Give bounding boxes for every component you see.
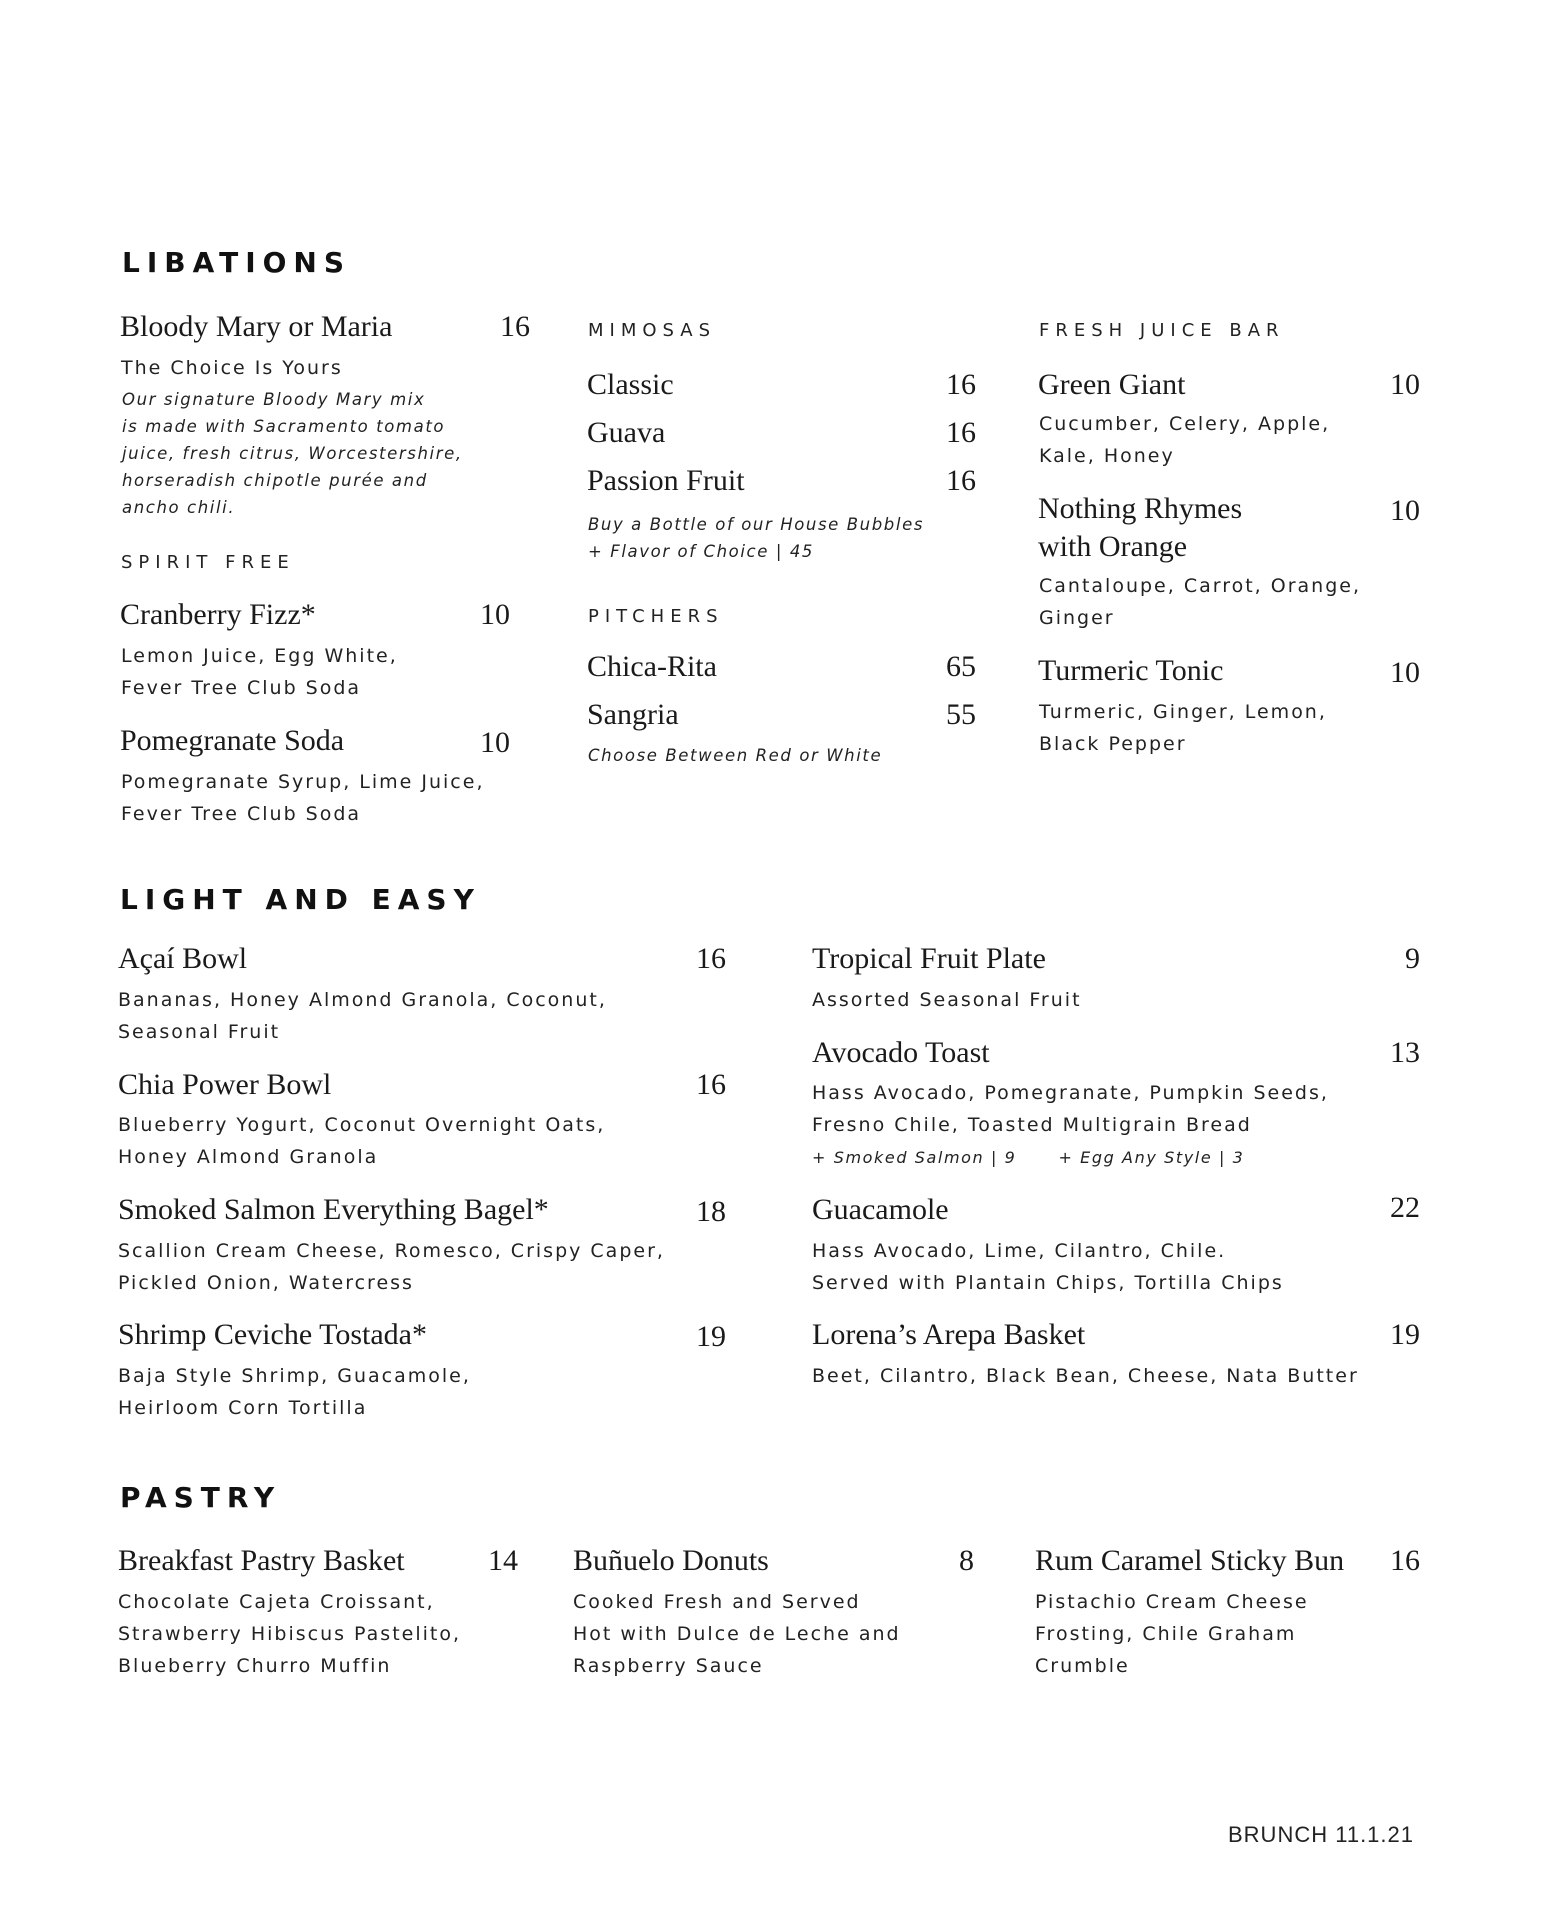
smoked-salmon-bagel-desc: Scallion Cream Cheese, Romesco, Crispy Caper, Pickled Onion, Watercress — [118, 1240, 665, 1294]
turmeric-tonic-desc: Turmeric, Ginger, Lemon, Black Pepper — [1039, 701, 1327, 755]
nothing-rhymes-price: 10 — [1390, 494, 1420, 527]
bunuelo-donuts-desc: Cooked Fresh and Served Hot with Dulce de Leche and Raspberry Sauce — [573, 1591, 901, 1677]
juice-bar-heading: FRESH JUICE BAR — [1039, 320, 1285, 341]
chica-rita-name: Chica-Rita — [587, 650, 717, 683]
mimosa-passion-fruit-price: 16 — [946, 464, 976, 497]
sangria-name: Sangria — [587, 698, 679, 731]
arepa-basket-name: Lorena’s Arepa Basket — [812, 1318, 1086, 1351]
pomegranate-soda-desc: Pomegranate Syrup, Lime Juice, Fever Tree Club Soda — [121, 771, 485, 825]
cranberry-fizz-desc: Lemon Juice, Egg White, Fever Tree Club Soda — [121, 645, 398, 699]
guacamole-name: Guacamole — [812, 1193, 949, 1226]
shrimp-ceviche-name: Shrimp Ceviche Tostada* — [118, 1318, 427, 1351]
nothing-rhymes-name: Nothing Rhymes with Orange — [1038, 492, 1243, 564]
bunuelo-donuts-price: 8 — [959, 1544, 974, 1577]
sangria-note: Choose Between Red or White — [588, 746, 883, 765]
chica-rita-price: 65 — [946, 650, 976, 683]
avocado-toast-addons: + Smoked Salmon | 9 + Egg Any Style | 3 — [812, 1148, 1245, 1167]
cranberry-fizz-price: 10 — [480, 598, 510, 631]
mimosa-classic-price: 16 — [946, 368, 976, 401]
sticky-bun-price: 16 — [1390, 1544, 1420, 1577]
pastry-basket-desc: Chocolate Cajeta Croissant, Strawberry Hibiscus Pastelito, Blueberry Churro Muffin — [118, 1591, 462, 1677]
bloody-mary-note: Our signature Bloody Mary mix is made with Sacramento tomato juice, fresh citrus, Worcestershire, horseradish chipotle purée and ancho chili. — [122, 390, 463, 517]
arepa-basket-desc: Beet, Cilantro, Black Bean, Cheese, Nata Butter — [812, 1365, 1359, 1387]
mimosa-guava-name: Guava — [587, 416, 666, 449]
acai-bowl-price: 16 — [696, 942, 726, 975]
acai-bowl-desc: Bananas, Honey Almond Granola, Coconut, Seasonal Fruit — [118, 989, 607, 1043]
tropical-fruit-price: 9 — [1405, 942, 1420, 975]
chia-power-bowl-name: Chia Power Bowl — [118, 1068, 332, 1101]
pomegranate-soda-name: Pomegranate Soda — [120, 724, 345, 757]
spirit-free-heading: SPIRIT FREE — [121, 552, 295, 573]
avocado-toast-price: 13 — [1390, 1036, 1420, 1069]
mimosa-classic-name: Classic — [587, 368, 674, 401]
mimosas-heading: MIMOSAS — [588, 320, 717, 341]
turmeric-tonic-name: Turmeric Tonic — [1038, 654, 1224, 687]
smoked-salmon-bagel-price: 18 — [696, 1195, 726, 1228]
shrimp-ceviche-price: 19 — [696, 1320, 726, 1353]
mimosa-bottle-note: Buy a Bottle of our House Bubbles + Flavor of Choice | 45 — [588, 515, 925, 561]
sticky-bun-name: Rum Caramel Sticky Bun — [1035, 1544, 1345, 1577]
turmeric-tonic-price: 10 — [1390, 656, 1420, 689]
tropical-fruit-name: Tropical Fruit Plate — [812, 942, 1046, 975]
bloody-mary-name: Bloody Mary or Maria — [120, 310, 393, 343]
chia-power-bowl-price: 16 — [696, 1068, 726, 1101]
bloody-mary-price: 16 — [500, 310, 530, 343]
green-giant-price: 10 — [1390, 368, 1420, 401]
bloody-mary-subtitle: The Choice Is Yours — [121, 357, 343, 379]
avocado-toast-name: Avocado Toast — [812, 1036, 990, 1069]
chia-power-bowl-desc: Blueberry Yogurt, Coconut Overnight Oats, Honey Almond Granola — [118, 1114, 606, 1168]
light-and-easy-heading: LIGHT AND EASY — [120, 883, 481, 916]
green-giant-desc: Cucumber, Celery, Apple, Kale, Honey — [1039, 413, 1331, 467]
bunuelo-donuts-name: Buñuelo Donuts — [573, 1544, 769, 1577]
avocado-toast-desc: Hass Avocado, Pomegranate, Pumpkin Seeds, Fresno Chile, Toasted Multigrain Bread — [812, 1082, 1329, 1136]
arepa-basket-price: 19 — [1390, 1318, 1420, 1351]
guacamole-price: 22 — [1390, 1191, 1420, 1224]
tropical-fruit-desc: Assorted Seasonal Fruit — [812, 989, 1082, 1011]
pastry-basket-name: Breakfast Pastry Basket — [118, 1544, 405, 1577]
nothing-rhymes-desc: Cantaloupe, Carrot, Orange, Ginger — [1039, 575, 1361, 629]
sangria-price: 55 — [946, 698, 976, 731]
mimosa-passion-fruit-name: Passion Fruit — [587, 464, 745, 497]
pastry-basket-price: 14 — [488, 1544, 518, 1577]
pastry-heading: PASTRY — [120, 1481, 282, 1514]
guacamole-desc: Hass Avocado, Lime, Cilantro, Chile. Served with Plantain Chips, Tortilla Chips — [812, 1240, 1284, 1294]
green-giant-name: Green Giant — [1038, 368, 1186, 401]
mimosa-guava-price: 16 — [946, 416, 976, 449]
cranberry-fizz-name: Cranberry Fizz* — [120, 598, 316, 631]
libations-heading: LIBATIONS — [122, 246, 352, 279]
sticky-bun-desc: Pistachio Cream Cheese Frosting, Chile Graham Crumble — [1035, 1591, 1309, 1677]
menu-footer-date: BRUNCH 11.1.21 — [1228, 1822, 1414, 1847]
pitchers-heading: PITCHERS — [588, 606, 724, 627]
acai-bowl-name: Açaí Bowl — [118, 942, 248, 975]
smoked-salmon-bagel-name: Smoked Salmon Everything Bagel* — [118, 1193, 549, 1226]
pomegranate-soda-price: 10 — [480, 726, 510, 759]
shrimp-ceviche-desc: Baja Style Shrimp, Guacamole, Heirloom Corn Tortilla — [118, 1365, 471, 1419]
